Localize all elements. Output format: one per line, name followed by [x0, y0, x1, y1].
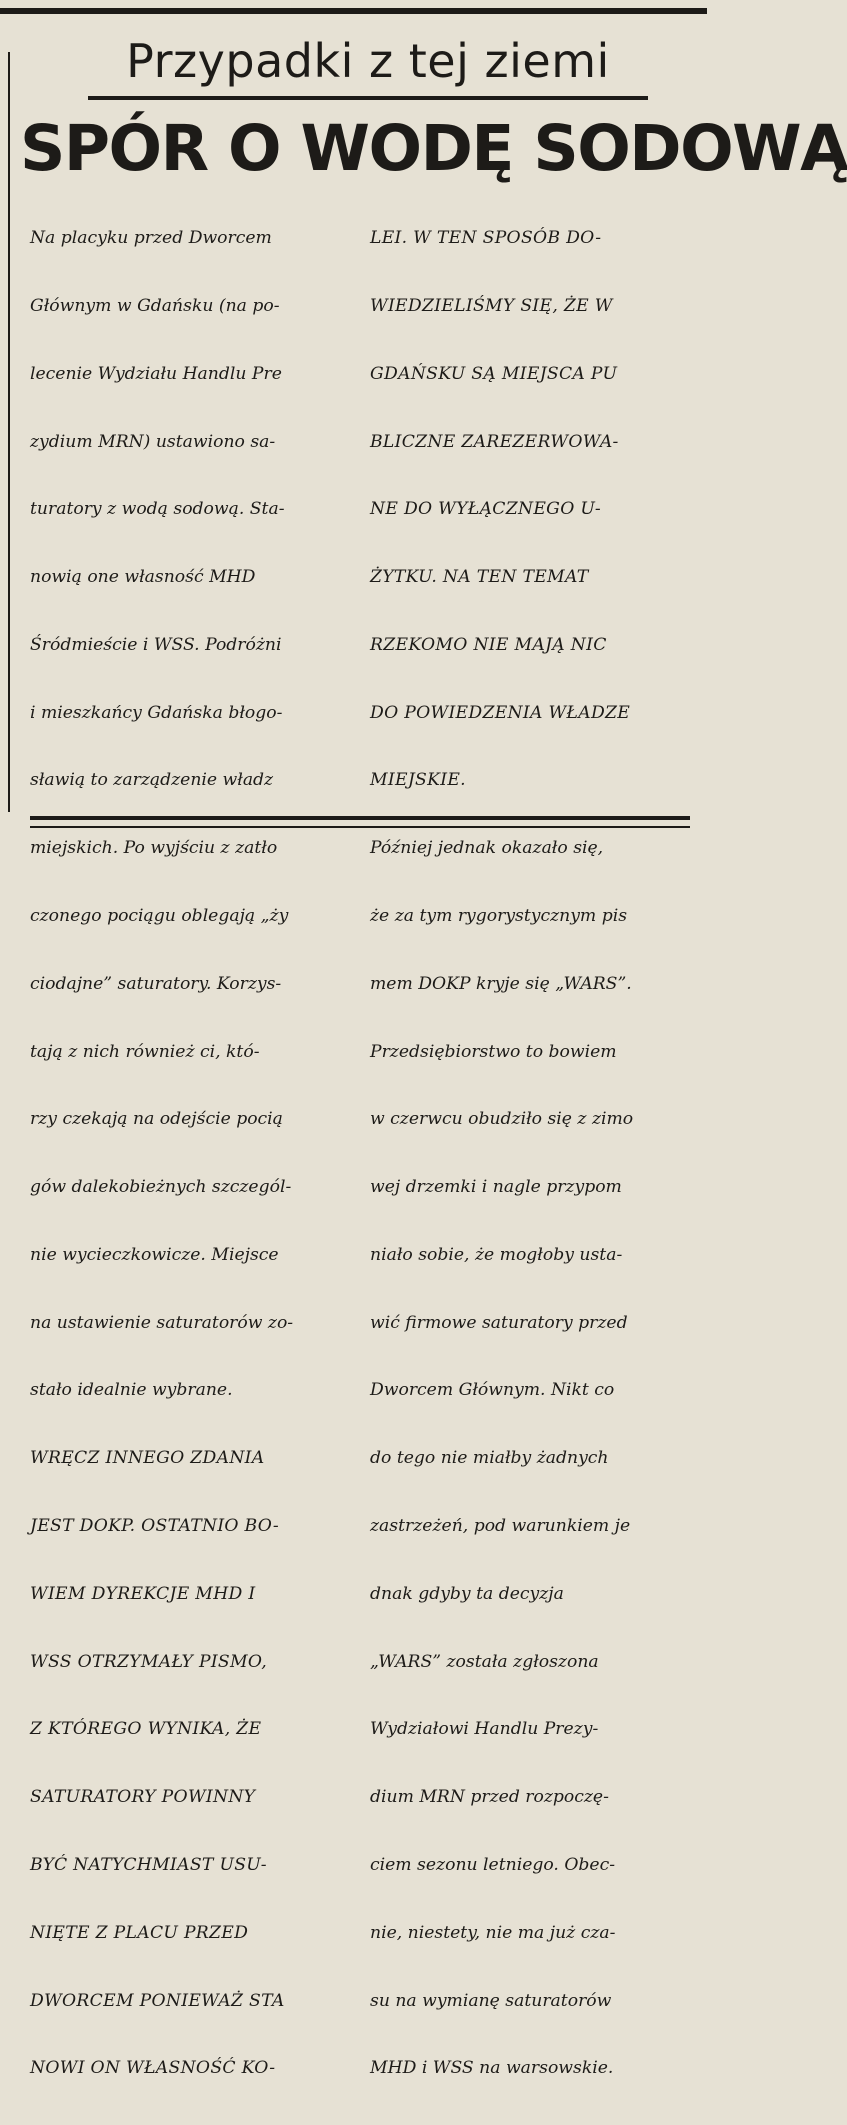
- left-line: Śródmieście i WSS. Podróżni: [30, 634, 282, 655]
- right-line: MHD i WSS na warsowskie.: [370, 2058, 614, 2079]
- right-line: Później jednak okazało się,: [370, 838, 604, 859]
- right-line: RZEKOMO NIE MAJĄ NIC: [370, 634, 607, 655]
- right-line: Wydziałowi Handlu Prezy-: [370, 1719, 599, 1740]
- right-line: Przedsiębiorstwo to bowiem: [370, 1041, 617, 1062]
- left-border-rule: [8, 52, 10, 812]
- article-heading: [20, 26, 847, 196]
- left-line: i mieszkańcy Gdańska błogo-: [30, 702, 283, 723]
- bottom-rule-thin: [30, 826, 690, 828]
- left-line: WRĘCZ INNEGO ZDANIA: [30, 1448, 265, 1469]
- left-line: lecenie Wydziału Handlu Pre: [30, 363, 282, 384]
- right-line: dnak gdyby ta decyzja: [370, 1583, 564, 1604]
- left-line: tają z nich również ci, któ-: [30, 1041, 260, 1062]
- left-line: gów dalekobieżnych szczegól-: [30, 1177, 292, 1198]
- right-line: zastrzeżeń, pod warunkiem je: [370, 1516, 631, 1537]
- right-line: wić firmowe saturatory przed: [370, 1312, 628, 1333]
- right-line: do tego nie miałby żadnych: [370, 1448, 609, 1469]
- right-line: DO POWIEDZENIA WŁADZE: [370, 702, 631, 723]
- right-line: „WARS” została zgłoszona: [370, 1651, 599, 1672]
- right-line: NE DO WYŁĄCZNEGO U-: [370, 499, 601, 520]
- right-line: ciem sezonu letniego. Obec-: [370, 1854, 616, 1875]
- left-line: sławią to zarządzenie władz: [30, 770, 274, 791]
- left-line: DWORCEM PONIEWAŻ STA: [30, 1990, 285, 2011]
- left-line: Na placyku przed Dworcem: [30, 228, 272, 249]
- right-line: w czerwcu obudziło się z zimo: [370, 1109, 634, 1130]
- left-line: NIĘTE Z PLACU PRZED: [30, 1922, 249, 1943]
- right-line: dium MRN przed rozpoczę-: [370, 1787, 609, 1808]
- right-line: Dworcem Głównym. Nikt co: [370, 1380, 615, 1401]
- left-line: na ustawienie saturatorów zo-: [30, 1312, 294, 1333]
- right-line: BLICZNE ZAREZERWOWA-: [370, 431, 619, 452]
- left-line: WSS OTRZYMAŁY PISMO,: [30, 1651, 268, 1672]
- left-line: JEST DOKP. OSTATNIO BO-: [30, 1516, 279, 1537]
- left-line: nie wycieczkowicze. Miejsce: [30, 1244, 279, 1265]
- left-line: ciodajne” saturatory. Korzys-: [30, 973, 282, 994]
- left-line: nowią one własność MHD: [30, 567, 256, 588]
- top-border-rule: [0, 8, 707, 14]
- left-column-text: [30, 182, 342, 2079]
- left-line: NOWI ON WŁASNOŚĆ KO-: [30, 2058, 276, 2079]
- right-line: mem DOKP kryje się „WARS”.: [370, 973, 632, 994]
- right-line: su na wymianę saturatorów: [370, 1990, 612, 2011]
- left-line: WIEM DYREKCJE MHD I: [30, 1583, 256, 1604]
- right-line: WIEDZIELIŚMY SIĘ, ŻE W: [370, 295, 613, 316]
- section-title: Przypadki z tej ziemi: [88, 26, 648, 100]
- left-line: SATURATORY POWINNY: [30, 1787, 256, 1808]
- left-line: rzy czekają na odejście pocią: [30, 1109, 283, 1130]
- left-line: stało idealnie wybrane.: [30, 1380, 233, 1401]
- right-line: ŻYTKU. NA TEN TEMAT: [370, 567, 589, 588]
- headline: SPÓR O WODĘ SODOWĄ: [20, 112, 847, 185]
- right-line: niało sobie, że mogłoby usta-: [370, 1244, 623, 1265]
- right-line: wej drzemki i nagle przypom: [370, 1177, 622, 1198]
- article-body: [30, 182, 693, 2079]
- bottom-rule-thick: [30, 816, 690, 820]
- left-line: Z KTÓREGO WYNIKA, ŻE: [30, 1719, 262, 1740]
- right-line: nie, niestety, nie ma już cza-: [370, 1922, 616, 1943]
- right-line: LEI. W TEN SPOSÓB DO-: [370, 228, 602, 249]
- left-line: Głównym w Gdańsku (na po-: [30, 295, 280, 316]
- left-line: czonego pociągu oblegają „ży: [30, 906, 289, 926]
- left-line: zydium MRN) ustawiono sa-: [30, 431, 276, 452]
- left-line: BYĆ NATYCHMIAST USU-: [30, 1854, 267, 1875]
- left-line: turatory z wodą sodową. Sta-: [30, 499, 285, 520]
- right-column-text: [370, 182, 693, 2079]
- right-line: że za tym rygorystycznym pis: [370, 906, 628, 926]
- right-line: MIEJSKIE.: [370, 770, 466, 791]
- left-line: miejskich. Po wyjściu z zatło: [30, 838, 278, 859]
- right-line: GDAŃSKU SĄ MIEJSCA PU: [370, 363, 618, 384]
